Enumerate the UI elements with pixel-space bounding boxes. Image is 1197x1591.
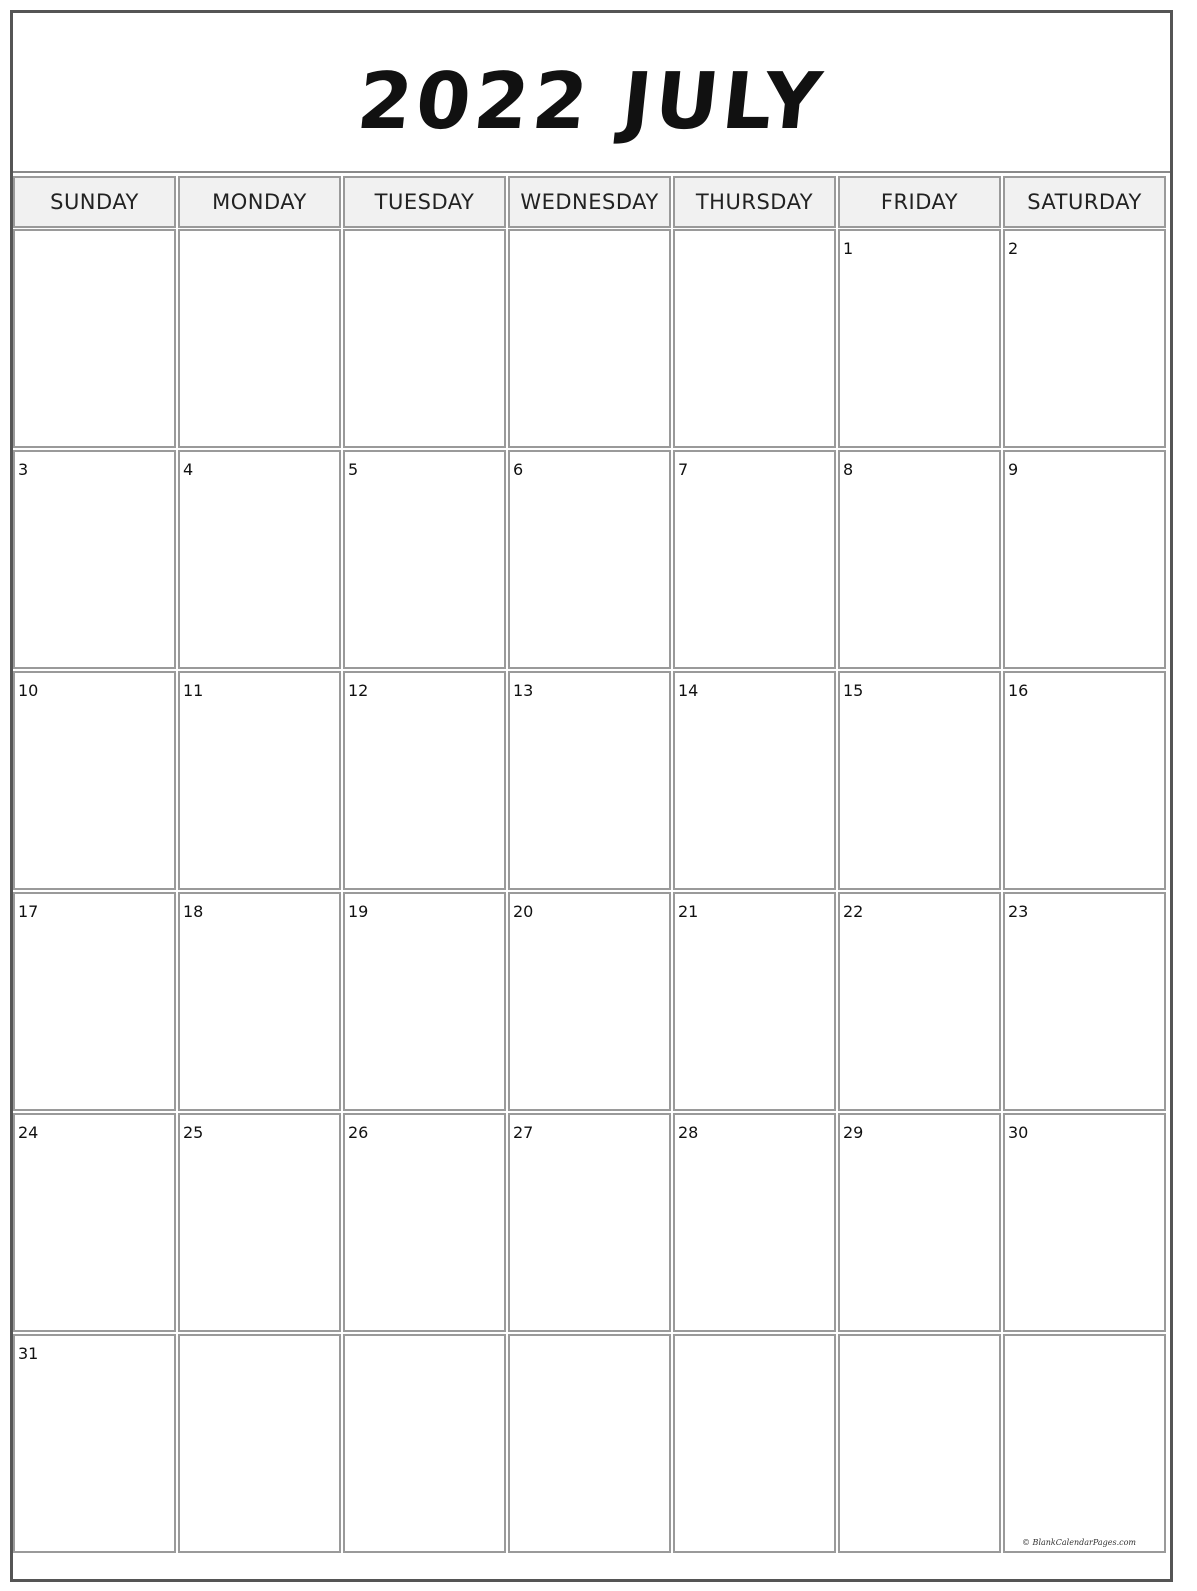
day-cell[interactable]: [343, 229, 506, 448]
day-cell[interactable]: [178, 1113, 341, 1332]
day-cell[interactable]: [13, 1334, 176, 1553]
weekday-header-friday: FRIDAY: [838, 176, 1001, 228]
title-bar: [13, 13, 1170, 173]
day-number: 11: [183, 681, 204, 700]
day-number: 14: [678, 681, 699, 700]
day-number: 16: [1008, 681, 1029, 700]
day-cell[interactable]: [673, 1113, 836, 1332]
day-cell[interactable]: [178, 229, 341, 448]
day-cell[interactable]: [1003, 1113, 1166, 1332]
day-number: 9: [1008, 460, 1019, 479]
weekday-header-sunday: SUNDAY: [13, 176, 176, 228]
day-cell[interactable]: [838, 1334, 1001, 1553]
day-cell[interactable]: [1003, 1334, 1166, 1553]
day-number: 13: [513, 681, 534, 700]
calendar-grid: [13, 176, 1170, 1579]
day-number: 20: [513, 902, 534, 921]
day-cell[interactable]: [673, 1334, 836, 1553]
day-cell[interactable]: [508, 1113, 671, 1332]
day-number: 28: [678, 1123, 699, 1142]
weekday-header-monday: MONDAY: [178, 176, 341, 228]
day-cell[interactable]: [673, 671, 836, 890]
day-cell[interactable]: [1003, 450, 1166, 669]
day-cell[interactable]: [673, 892, 836, 1111]
day-number: 24: [18, 1123, 39, 1142]
day-number: 15: [843, 681, 864, 700]
day-cell[interactable]: [838, 671, 1001, 890]
weekday-header-row: [13, 176, 1170, 228]
day-number: 22: [843, 902, 864, 921]
day-number: 2: [1008, 239, 1019, 258]
day-cell[interactable]: [343, 1334, 506, 1553]
day-cell[interactable]: [1003, 229, 1166, 448]
day-number: 3: [18, 460, 29, 479]
day-number: 27: [513, 1123, 534, 1142]
day-cell[interactable]: [13, 450, 176, 669]
day-number: 29: [843, 1123, 864, 1142]
weekday-header-tuesday: TUESDAY: [343, 176, 506, 228]
day-cell[interactable]: [838, 892, 1001, 1111]
day-number: 21: [678, 902, 699, 921]
day-cell[interactable]: [838, 450, 1001, 669]
day-number: 26: [348, 1123, 369, 1142]
day-number: 23: [1008, 902, 1029, 921]
day-number: 12: [348, 681, 369, 700]
day-cell[interactable]: [13, 229, 176, 448]
day-cell[interactable]: [178, 671, 341, 890]
calendar-page: [10, 10, 1173, 1582]
day-cell[interactable]: [673, 450, 836, 669]
day-cell[interactable]: [178, 892, 341, 1111]
day-number: 10: [18, 681, 39, 700]
day-number: 30: [1008, 1123, 1029, 1142]
day-cell[interactable]: [343, 450, 506, 669]
day-cell[interactable]: [508, 892, 671, 1111]
weekday-header-wednesday: WEDNESDAY: [508, 176, 671, 228]
day-number: 25: [183, 1123, 204, 1142]
day-cell[interactable]: [508, 229, 671, 448]
day-cell[interactable]: [673, 229, 836, 448]
day-cell[interactable]: [13, 1113, 176, 1332]
weekday-header-saturday: SATURDAY: [1003, 176, 1166, 228]
calendar-title: 2022 JULY: [353, 57, 830, 147]
day-cell[interactable]: [343, 671, 506, 890]
day-number: 4: [183, 460, 194, 479]
day-cell[interactable]: [178, 450, 341, 669]
day-number: 19: [348, 902, 369, 921]
day-cell[interactable]: [1003, 671, 1166, 890]
day-cell[interactable]: [1003, 892, 1166, 1111]
day-number: 6: [513, 460, 524, 479]
day-cell[interactable]: [343, 1113, 506, 1332]
day-number: 17: [18, 902, 39, 921]
day-number: 8: [843, 460, 854, 479]
day-cell[interactable]: [13, 892, 176, 1111]
day-cell[interactable]: [508, 1334, 671, 1553]
day-cell[interactable]: [508, 450, 671, 669]
day-cell[interactable]: [508, 671, 671, 890]
day-cell[interactable]: [13, 671, 176, 890]
day-number: 1: [843, 239, 854, 258]
day-number: 5: [348, 460, 359, 479]
day-cell[interactable]: [838, 1113, 1001, 1332]
day-number: 7: [678, 460, 689, 479]
day-cell[interactable]: [178, 1334, 341, 1553]
copyright-credit: © BlankCalendarPages.com: [1022, 1538, 1136, 1547]
day-number: 31: [18, 1344, 39, 1363]
weekday-header-thursday: THURSDAY: [673, 176, 836, 228]
day-cell[interactable]: [343, 892, 506, 1111]
day-cell[interactable]: [838, 229, 1001, 448]
day-number: 18: [183, 902, 204, 921]
